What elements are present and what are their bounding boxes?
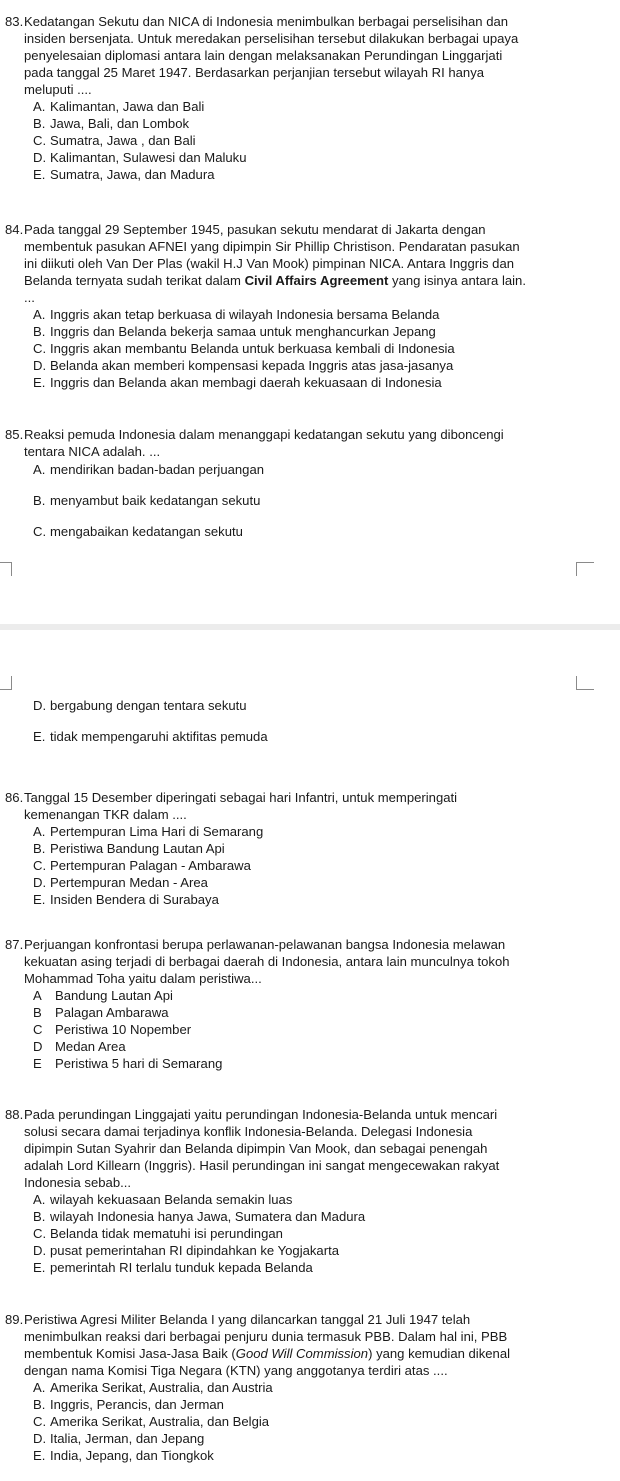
- stem-line: Kedatangan Sekutu dan NICA di Indonesia menimbulkan berbagai perselisihan dan: [24, 14, 509, 29]
- option-letter: C: [33, 1022, 43, 1037]
- option-text: mengabaikan kedatangan sekutu: [50, 524, 243, 539]
- option-letter: A: [33, 988, 42, 1003]
- stem-line: tentara NICA adalah. ...: [24, 444, 161, 459]
- answer-options-85-top: [0, 461, 610, 554]
- option-b[interactable]: [33, 323, 610, 340]
- option-text: Pertempuran Palagan - Ambarawa: [50, 858, 251, 873]
- option-letter: D.: [33, 150, 47, 165]
- option-e[interactable]: [33, 1259, 610, 1276]
- agreement-name: Civil Affairs Agreement: [244, 273, 389, 288]
- option-e[interactable]: [33, 728, 610, 759]
- option-e[interactable]: [33, 1447, 610, 1464]
- option-text: India, Jepang, dan Tiongkok: [50, 1448, 214, 1463]
- option-text: Belanda tidak mematuhi isi perundingan: [50, 1226, 283, 1241]
- option-text: pemerintah RI terlalu tunduk kepada Belanda: [50, 1260, 313, 1275]
- option-letter: D: [33, 1039, 43, 1054]
- crop-mark: [576, 676, 594, 690]
- question-number: 86.: [5, 790, 24, 805]
- crop-mark: [576, 562, 594, 576]
- question-number: 84.: [5, 222, 24, 237]
- option-letter: D.: [33, 358, 47, 373]
- stem-line: adalah Lord Killearn (Inggris). Hasil perundingan ini sangat mengecewakan rakyat: [24, 1158, 500, 1173]
- option-letter: A.: [33, 307, 46, 322]
- stem-line: insiden bersenjata. Untuk meredakan perselisihan tersebut dilakukan berbagai upaya: [24, 31, 519, 46]
- option-a[interactable]: [33, 1191, 610, 1208]
- question-stem: [24, 1311, 610, 1379]
- option-letter: C.: [33, 1226, 47, 1241]
- option-text: Kalimantan, Jawa dan Bali: [50, 99, 205, 114]
- stem-line: kemenangan TKR dalam ....: [24, 807, 187, 822]
- option-letter: D.: [33, 1431, 47, 1446]
- option-text: Amerika Serikat, Australia, dan Belgia: [50, 1414, 270, 1429]
- question-number: 87.: [5, 937, 24, 952]
- option-text: Italia, Jerman, dan Jepang: [50, 1431, 205, 1446]
- question-number: 83.: [5, 14, 24, 29]
- option-text: Pertempuran Lima Hari di Semarang: [50, 824, 264, 839]
- question-89: [0, 1311, 610, 1464]
- option-e[interactable]: [33, 374, 610, 391]
- option-letter: E.: [33, 167, 46, 182]
- answer-options: [33, 1191, 610, 1276]
- option-text: Sumatra, Jawa , dan Bali: [50, 133, 196, 148]
- option-letter: B.: [33, 1397, 46, 1412]
- option-a[interactable]: [33, 1379, 610, 1396]
- option-letter: E: [33, 1056, 42, 1071]
- option-letter: C.: [33, 133, 47, 148]
- option-text: Medan Area: [55, 1039, 126, 1054]
- option-letter: B.: [33, 1209, 46, 1224]
- question-stem: [24, 1106, 610, 1191]
- commission-name: Good Will Commission: [235, 1346, 369, 1361]
- option-text: Peristiwa 5 hari di Semarang: [55, 1056, 223, 1071]
- option-b[interactable]: [33, 115, 610, 132]
- option-a[interactable]: [33, 823, 610, 840]
- option-text: pusat pemerintahan RI dipindahkan ke Yogjakarta: [50, 1243, 339, 1258]
- option-text: Peristiwa 10 Nopember: [55, 1022, 192, 1037]
- option-c[interactable]: [33, 340, 610, 357]
- option-letter: E.: [33, 375, 46, 390]
- option-letter: B.: [33, 324, 46, 339]
- option-text: Belanda akan memberi kompensasi kepada Inggris atas jasa-jasanya: [50, 358, 454, 373]
- option-a[interactable]: [33, 306, 610, 323]
- answer-options: [33, 1379, 610, 1464]
- option-text: Bandung Lautan Api: [55, 988, 173, 1003]
- option-letter: B.: [33, 841, 46, 856]
- option-c[interactable]: [33, 523, 610, 554]
- option-text: wilayah kekuasaan Belanda semakin luas: [50, 1192, 293, 1207]
- option-c[interactable]: [33, 1021, 610, 1038]
- option-b[interactable]: [33, 840, 610, 857]
- question-number: 88.: [5, 1107, 24, 1122]
- option-letter: A.: [33, 1380, 46, 1395]
- option-letter: E.: [33, 729, 46, 744]
- option-text: Kalimantan, Sulawesi dan Maluku: [50, 150, 247, 165]
- answer-options: [33, 987, 610, 1072]
- stem-line: dipimpin Sutan Syahrir dan Belanda dipimpin Van Mook, dan sebagai penengah: [24, 1141, 488, 1156]
- option-text: Inggris akan membantu Belanda untuk berkuasa kembali di Indonesia: [50, 341, 455, 356]
- option-letter: C.: [33, 1414, 47, 1429]
- option-text: Inggris dan Belanda akan membagi daerah kekuasaan di Indonesia: [50, 375, 442, 390]
- question-86: [0, 789, 610, 908]
- stem-line: solusi secara damai terjadinya konflik Indonesia-Belanda. Delegasi Indonesia: [24, 1124, 473, 1139]
- option-e[interactable]: [33, 891, 610, 908]
- question-stem: [24, 13, 610, 98]
- option-letter: B: [33, 1005, 42, 1020]
- option-text: Inggris dan Belanda bekerja samaa untuk menghancurkan Jepang: [50, 324, 436, 339]
- option-e[interactable]: [33, 1055, 610, 1072]
- option-text: bergabung dengan tentara sekutu: [50, 698, 247, 713]
- option-text: Sumatra, Jawa, dan Madura: [50, 167, 215, 182]
- option-a[interactable]: [33, 98, 610, 115]
- option-c[interactable]: [33, 857, 610, 874]
- option-text: mendirikan badan-badan perjuangan: [50, 462, 265, 477]
- option-letter: B.: [33, 116, 46, 131]
- option-a[interactable]: [33, 987, 610, 1004]
- stem-line: Indonesia sebab...: [24, 1175, 132, 1190]
- option-a[interactable]: [33, 461, 610, 492]
- option-d[interactable]: [33, 697, 610, 728]
- question-83: [0, 13, 610, 183]
- option-b[interactable]: [33, 492, 610, 523]
- option-b[interactable]: [33, 1208, 610, 1225]
- option-letter: D.: [33, 1243, 47, 1258]
- option-letter: A.: [33, 1192, 46, 1207]
- question-stem: [24, 221, 610, 306]
- stem-line: Reaksi pemuda Indonesia dalam menanggapi kedatangan sekutu yang diboncengi: [24, 427, 504, 442]
- question-stem: [24, 789, 610, 823]
- question-number: 89.: [5, 1312, 24, 1327]
- option-text: Inggris, Perancis, dan Jerman: [50, 1397, 224, 1412]
- answer-options-85-bottom: [0, 697, 610, 759]
- option-letter: B.: [33, 493, 46, 508]
- option-letter: D.: [33, 875, 47, 890]
- option-d[interactable]: [33, 1430, 610, 1447]
- answer-options: [33, 98, 610, 183]
- stem-line: pada tanggal 25 Maret 1947. Berdasarkan perjanjian tersebut wilayah RI hanya: [24, 65, 485, 80]
- option-c[interactable]: [33, 1413, 610, 1430]
- option-c[interactable]: [33, 132, 610, 149]
- answer-options: [33, 823, 610, 908]
- stem-line: Mohammad Toha yaitu dalam peristiwa...: [24, 971, 262, 986]
- crop-mark: [0, 676, 18, 690]
- option-text: Amerika Serikat, Australia, dan Austria: [50, 1380, 273, 1395]
- option-c[interactable]: [33, 1225, 610, 1242]
- stem-line: Peristiwa Agresi Militer Belanda I yang dilancarkan tanggal 21 Juli 1947 telah: [24, 1312, 471, 1327]
- option-letter: E.: [33, 892, 46, 907]
- option-letter: E.: [33, 1448, 46, 1463]
- option-text: Inggris akan tetap berkuasa di wilayah Indonesia bersama Belanda: [50, 307, 440, 322]
- page-separator: [0, 624, 620, 630]
- answer-options: [33, 306, 610, 391]
- stem-line: Pada tanggal 29 September 1945, pasukan sekutu mendarat di Jakarta dengan: [24, 222, 486, 237]
- stem-line: kekuatan asing terjadi di berbagai daerah di Indonesia, antara lain munculnya tokoh: [24, 954, 510, 969]
- option-letter: C.: [33, 858, 47, 873]
- option-letter: C.: [33, 341, 47, 356]
- option-text: Palagan Ambarawa: [55, 1005, 169, 1020]
- option-d[interactable]: [33, 1242, 610, 1259]
- option-letter: A.: [33, 462, 46, 477]
- question-84: [0, 221, 610, 391]
- option-d[interactable]: [33, 1038, 610, 1055]
- stem-line: ini diikuti oleh Van Der Plas (wakil H.J Van Mook) pimpinan NICA. Antara Inggris dan: [24, 256, 515, 271]
- option-letter: D.: [33, 698, 47, 713]
- stem-line: Tanggal 15 Desember diperingati sebagai hari Infantri, untuk memperingati: [24, 790, 458, 805]
- stem-line: Perjuangan konfrontasi berupa perlawanan-pelawanan bangsa Indonesia melawan: [24, 937, 506, 952]
- stem-line: meluputi ....: [24, 82, 92, 97]
- stem-line: Belanda ternyata sudah terikat dalam Civil Affairs Agreement yang isinya antara lain.: [24, 273, 526, 288]
- option-letter: E.: [33, 1260, 46, 1275]
- question-88: [0, 1106, 610, 1276]
- option-text: tidak mempengaruhi aktifitas pemuda: [50, 729, 268, 744]
- option-letter: A.: [33, 824, 46, 839]
- option-text: menyambut baik kedatangan sekutu: [50, 493, 261, 508]
- crop-mark: [0, 562, 18, 576]
- option-text: Jawa, Bali, dan Lombok: [50, 116, 190, 131]
- stem-line: membentuk pasukan AFNEI yang dipimpin Sir Phillip Christison. Pendaratan pasukan: [24, 239, 520, 254]
- option-d[interactable]: [33, 357, 610, 374]
- question-stem: [24, 936, 610, 987]
- stem-line: ...: [24, 290, 35, 305]
- stem-line: membentuk Komisi Jasa-Jasa Baik (Good Will Commission) yang kemudian dikenal: [24, 1346, 511, 1361]
- option-text: wilayah Indonesia hanya Jawa, Sumatera dan Madura: [50, 1209, 366, 1224]
- question-stem: [24, 426, 610, 460]
- question-85: [0, 426, 610, 460]
- option-e[interactable]: [33, 166, 610, 183]
- question-87: [0, 936, 610, 1072]
- option-text: Pertempuran Medan - Area: [50, 875, 208, 890]
- question-number: 85.: [5, 427, 24, 442]
- stem-line: penyelesaian diplomasi antara lain dengan melaksanakan Perundingan Linggarjati: [24, 48, 503, 63]
- option-text: Peristiwa Bandung Lautan Api: [50, 841, 225, 856]
- stem-line: menimbulkan reaksi dari berbagai penjuru dunia termasuk PBB. Dalam hal ini, PBB: [24, 1329, 508, 1344]
- option-b[interactable]: [33, 1396, 610, 1413]
- option-letter: C.: [33, 524, 47, 539]
- option-d[interactable]: [33, 149, 610, 166]
- option-b[interactable]: [33, 1004, 610, 1021]
- option-d[interactable]: [33, 874, 610, 891]
- option-text: Insiden Bendera di Surabaya: [50, 892, 219, 907]
- option-letter: A.: [33, 99, 46, 114]
- stem-line: Pada perundingan Linggajati yaitu perundingan Indonesia-Belanda untuk mencari: [24, 1107, 498, 1122]
- stem-line: dengan nama Komisi Tiga Negara (KTN) yang anggotanya terdiri atas ....: [24, 1363, 448, 1378]
